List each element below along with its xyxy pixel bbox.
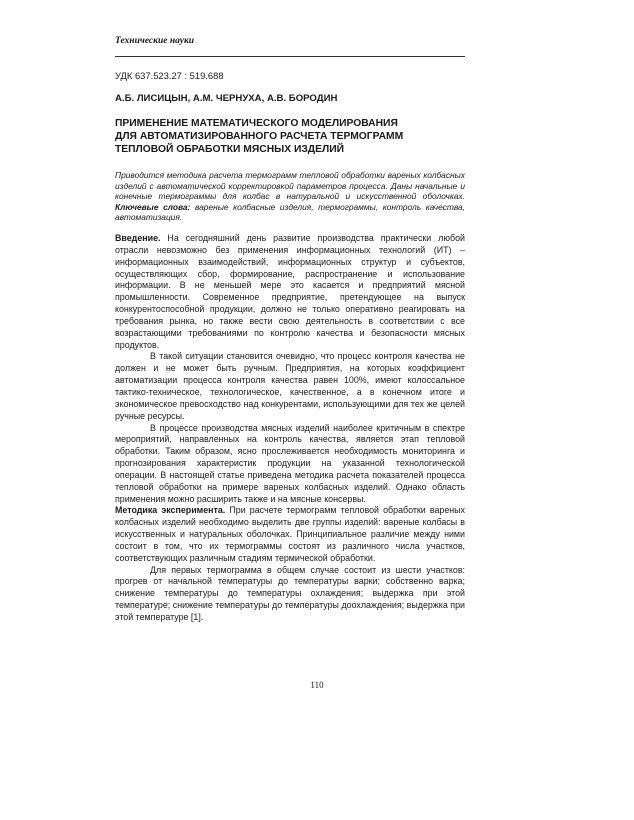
page-number: 110 bbox=[310, 680, 324, 690]
paragraph-method bbox=[115, 505, 465, 564]
paragraph: Для первых термограмма в общем случае состоит из шести участков: прогрев от начальной температуры до температуры варки; собственно варка; снижение температуры до температуры охлаждения; выдержка при этой температуре; снижение температуры до температуры доохлаждения; выдержка при этой температуре [1]. bbox=[115, 564, 465, 622]
header-divider bbox=[115, 56, 465, 57]
abstract-text: Приводится методика расчета термограмм тепловой обработки вареных колбасных изделий с автоматической корректировкой параметров процесса. Даны начальные и конечные термограммы для колбас в натуральной и искусственной оболочках. bbox=[115, 170, 465, 202]
keywords: вареные колбасные изделия, термограммы, контроль качества, автоматизация. bbox=[115, 201, 466, 223]
paragraph-text: На сегодняшний день развитие производства практически любой отрасли невозможно без применения информационных технологий (ИТ) – информационных взаимодействий, информационных структур и субъектов, осуществляющих сбор, формирование, распространение и использование информации. В не меньшей мере это касается и предприятий мясной промышленности. Современное предприятие, претендующее на выпуск конкурентоспособной продукции, должно не только оперативно реагировать на требования рынка, но также вести свою деятельность в соответствии с все возрастающими требованиями по контролю качества и безопасности мясных продуктов. bbox=[115, 233, 465, 350]
running-head: Технические науки bbox=[115, 36, 195, 46]
paragraph: В процессе производства мясных изделий наиболее критичным в спектре мероприятий, направленных на контроль качества, является этап тепловой обработки. Таким образом, ясно прослеживается необходимость мониторинга и прогнозирования характеристик продукции на указанной технологической операции. В настоящей статье приведена методика расчета показателей процесса тепловой обработки на примере вареных колбасных изделий. Однако область применения можно расширить также и на мясные консервы. bbox=[115, 422, 465, 504]
method-heading: Методика эксперимента. bbox=[115, 505, 226, 516]
article-body bbox=[115, 233, 465, 624]
udc-code: УДК 637.523.27 : 519.688 bbox=[115, 70, 224, 81]
paragraph-text: При расчете термограмм тепловой обработки вареных колбасных изделий необходимо выделить две группы изделий: вареные колбасы в искусственных и натуральных оболочках. Принципиальное различие между ними состоит в том, что их термограммы состоят из различного числа участков, соответствующих различным стадиям термической обработки. bbox=[115, 505, 465, 563]
title-line: ДЛЯ АВТОМАТИЗИРОВАННОГО РАСЧЕТА ТЕРМОГРАММ bbox=[115, 131, 404, 142]
paragraph: В такой ситуации становится очевидно, что процесс контроля качества не должен и не может быть ручным. Предприятия, на которых коэффициент автоматизации процесса контроля качества равен 100%, имеют колоссальное тактико-техническое, технологическое, качественное, а в конечном итоге и экономическое превосходство над конкурентами, использующими для тех же целей ручные ресурсы. bbox=[115, 351, 465, 421]
intro-heading: Введение. bbox=[115, 233, 161, 243]
title-line: ТЕПЛОВОЙ ОБРАБОТКИ МЯСНЫХ ИЗДЕЛИЙ bbox=[115, 144, 345, 155]
paragraph-intro bbox=[115, 233, 465, 351]
authors: А.Б. ЛИСИЦЫН, А.М. ЧЕРНУХА, А.В. БОРОДИН bbox=[115, 93, 338, 104]
article-title bbox=[115, 117, 470, 156]
abstract bbox=[115, 170, 465, 223]
keywords-label: Ключевые слова: bbox=[115, 201, 191, 212]
title-line: ПРИМЕНЕНИЕ МАТЕМАТИЧЕСКОГО МОДЕЛИРОВАНИЯ bbox=[115, 118, 398, 129]
